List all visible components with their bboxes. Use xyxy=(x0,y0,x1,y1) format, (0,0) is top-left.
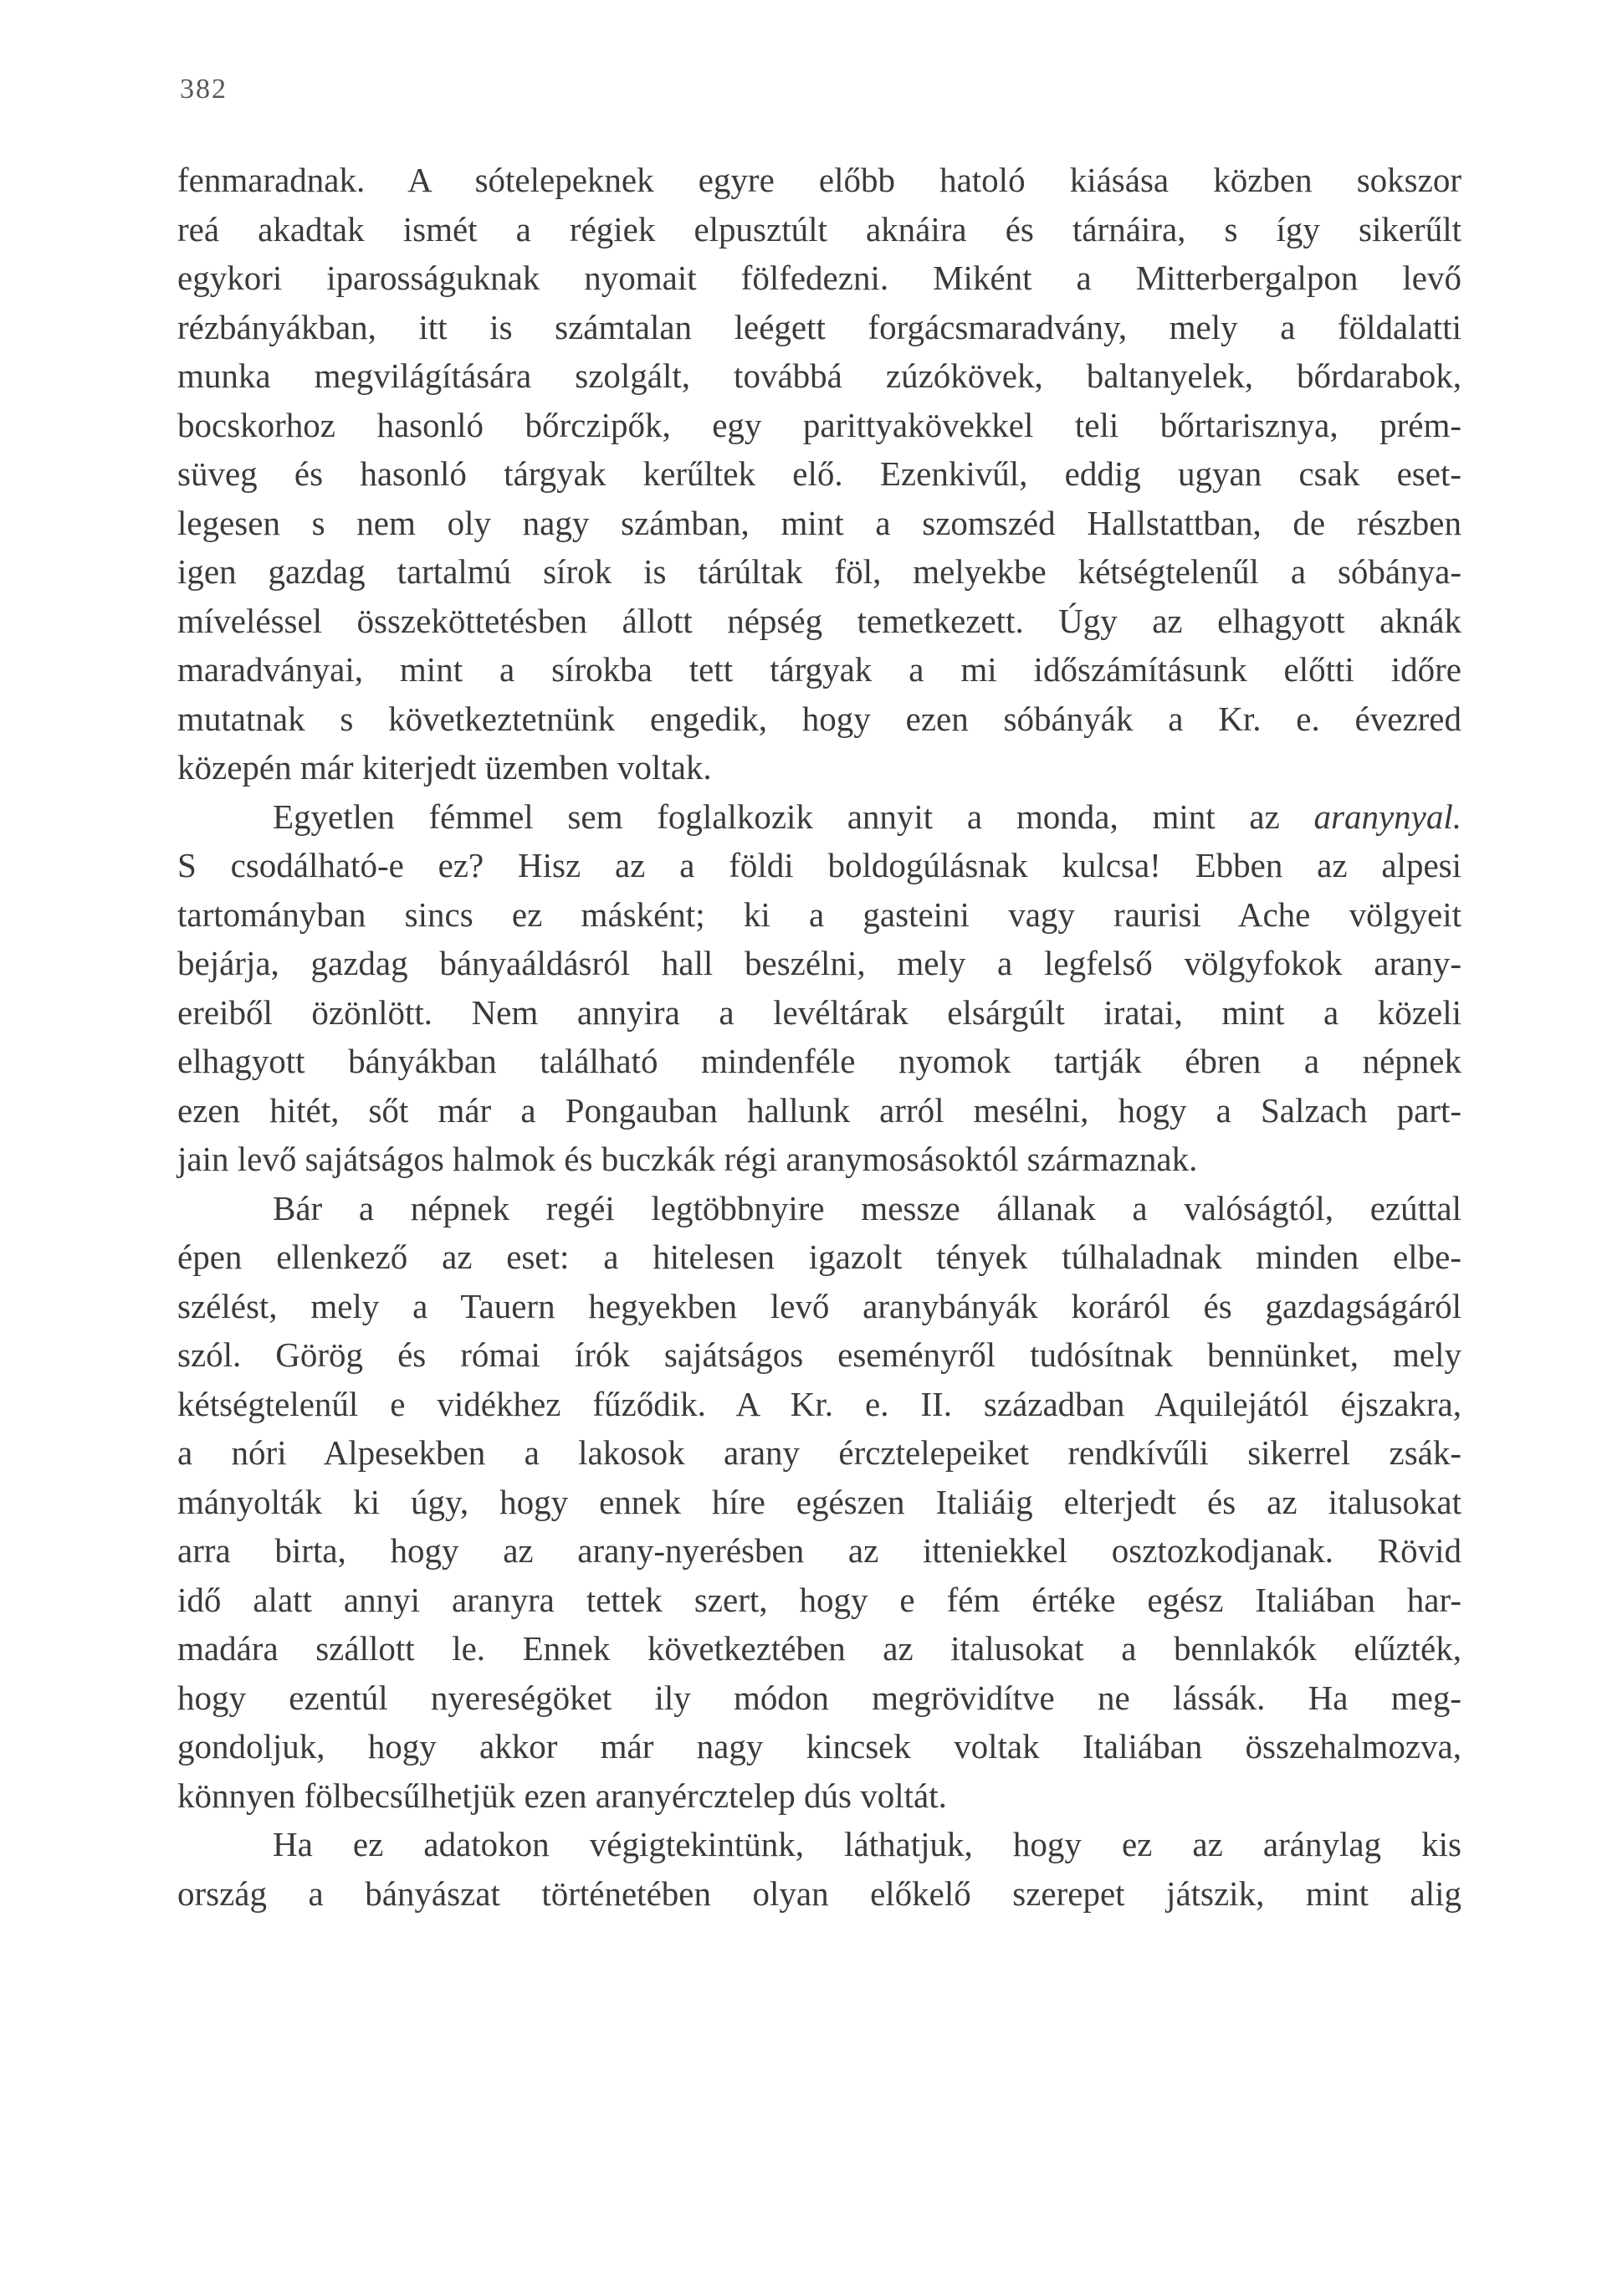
text-line: bejárja, gazdag bányaáldásról hall beszélni, mely a legfelső völgyfokok arany- xyxy=(177,944,1461,982)
text-line xyxy=(177,792,1461,842)
text-line: közepén már kiterjedt üzemben voltak. xyxy=(177,748,712,787)
text-line: maradványai, mint a sírokba tett tárgyak a mi időszámításunk előtti időre xyxy=(177,650,1461,689)
text-line: míveléssel összeköttetésben állott népség temetkezett. Úgy az elhagyott aknák xyxy=(177,601,1461,640)
text-line: Bár a népnek regéi legtöbbnyire messze állanak a valóságtól, ezúttal xyxy=(273,1188,1461,1227)
text-line: fenmaradnak. A sótelepeknek egyre előbb hatoló kiásása közben sokszor xyxy=(177,161,1461,199)
text-line: egykori iparosságuknak nyomait fölfedezni. Miként a Mitterbergalpon levő xyxy=(177,259,1461,297)
text-line: igen gazdag tartalmú sírok is tárúltak föl, melyekbe kétségtelenűl a sóbánya- xyxy=(177,552,1461,591)
text-line: legesen s nem oly nagy számban, mint a szomszéd Hallstattban, de részben xyxy=(177,503,1461,542)
text-line: idő alatt annyi aranyra tettek szert, hogy e fém értéke egész Italiában har- xyxy=(177,1580,1461,1619)
text-line: szól. Görög és római írók sajátságos eseményről tudósítnak bennünket, mely xyxy=(177,1335,1461,1374)
text-line: madára szállott le. Ennek következtében az italusokat a bennlakók elűzték, xyxy=(177,1629,1461,1668)
text-line: a nóri Alpesekben a lakosok arany érczteleрeiket rendkívűli sikerrel zsák- xyxy=(177,1433,1461,1472)
text-line: reá akadtak ismét a régiek elpusztúlt aknáira és tárnáira, s így sikerűlt xyxy=(177,209,1461,249)
text-line: arra birta, hogy az arany-nyerésben az itteniekkel osztozkodjanak. Rövid xyxy=(177,1531,1461,1570)
text-line: épen ellenkező az eset: a hitelesen igazolt tények túlhaladnak minden elbe- xyxy=(177,1238,1461,1276)
paragraph-3 xyxy=(177,1184,1461,1821)
text-line: hogy ezentúl nyereségöket ily módon megrövidítve ne lássák. Ha meg- xyxy=(177,1678,1461,1717)
text-line: szélést, mely a Tauern hegyekben levő aranybányák koráról és gazdagságáról xyxy=(177,1286,1461,1325)
body-text xyxy=(177,156,1461,1918)
text-line: rézbányákban, itt is számtalan leégett forgácsmaradvány, mely a földalatti xyxy=(177,307,1461,346)
text-line: tartományban sincs ez másként; ki a gasteini vagy raurisi Ache völgyeit xyxy=(177,894,1461,934)
text-line: ereiből özönlött. Nem annyira a levéltárak elsárgúlt iratai, mint a közeli xyxy=(177,992,1461,1032)
page-number: 382 xyxy=(180,74,228,105)
paragraph-4 xyxy=(177,1820,1461,1918)
text-line: ország a bányászat történetében olyan előkelő szerepet játszik, mint alig xyxy=(177,1873,1461,1913)
text-line: ezen hitét, sőt már a Pongauban hallunk arról mesélni, hogy a Salzach part- xyxy=(177,1090,1461,1130)
text-line: könnyen fölbecsűlhetjük ezen aranyércztelep dús voltát. xyxy=(177,1776,947,1815)
text-line: süveg és hasonló tárgyak kerűltek elő. Ezenkivűl, eddig ugyan csak eset- xyxy=(177,454,1461,493)
text-line: bocskorhoz hasonló bőrczipők, egy parittyakövekkel teli bőrtarisznya, prém- xyxy=(177,405,1461,444)
text-line: gondoljuk, hogy akkor már nagy kincsek voltak Italiában összehalmozva, xyxy=(177,1727,1461,1766)
text-line: elhagyott bányákban található mindenféle nyomok tartják ébren a népnek xyxy=(177,1042,1461,1080)
paragraph-2 xyxy=(177,792,1461,1184)
text-line: S csodálható-e ez? Hisz az a földi boldogúlásnak kulcsa! Ebben az alpesi xyxy=(177,846,1461,884)
italic-word: aranynyal. xyxy=(1313,797,1462,836)
text-line: munka megvilágítására szolgált, továbbá zúzókövek, baltanyelek, bőrdarabok, xyxy=(177,356,1461,395)
text-line: mutatnak s következtetnünk engedik, hogy ezen sóbányák a Kr. e. évezred xyxy=(177,699,1461,738)
text-line-main: Egyetlen fémmel sem foglalkozik annyit a monda, mint az xyxy=(273,797,1280,836)
text-line: jain levő sajátságos halmok és buczkák régi aranymosásoktól származnak. xyxy=(177,1140,1198,1178)
text-line: Ha ez adatokon végigtekintünk, láthatjuk, hogy ez az aránylag kis xyxy=(273,1825,1461,1863)
text-line: kétségtelenűl e vidékhez fűződik. A Kr. e. II. században Aquilejától éjszakra, xyxy=(177,1384,1461,1423)
text-line: mányolták ki úgy, hogy ennek híre egészen Italiáig elterjedt és az italusokat xyxy=(177,1482,1461,1521)
paragraph-1 xyxy=(177,156,1461,792)
